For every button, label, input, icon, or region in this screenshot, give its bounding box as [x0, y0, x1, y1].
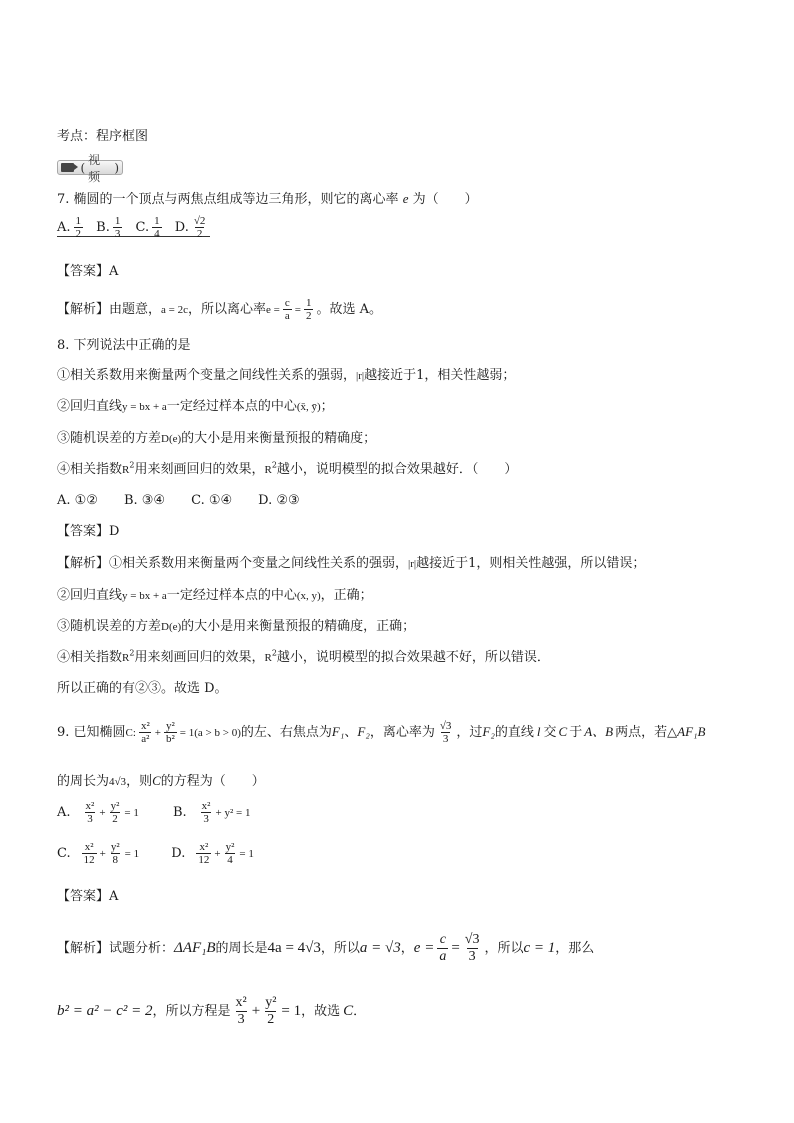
q7-option-d: D. $\frac{√2}{2}$: [174, 215, 206, 240]
q9-option-d: D. $\frac{\text{x²}}{12}$ + $\frac{\text{y²}}{4}$ = 1: [171, 841, 254, 866]
q8-analysis-2: ②回归直线y = bx + a一定经过样本点的中心(x, y)，正确；: [57, 588, 373, 603]
q7-option-c: C. $\frac{1}{4}$: [135, 215, 160, 240]
q7-options: [57, 215, 210, 240]
video-label: 视频: [88, 152, 101, 184]
q8-statement-2: ②回归直线y = bx + a一定经过样本点的中心(x̄, ȳ)；: [57, 399, 334, 414]
q8-options: A. ①② B. ③④ C. ①④ D. ②③: [57, 493, 300, 508]
q9-answer: 【答案】A: [57, 889, 119, 904]
video-button[interactable]: ( 视频 ): [57, 160, 123, 175]
q8-analysis-4: ④相关指数$R^2$用来刻画回归的效果，$R^2$越小，说明模型的拟合效果越不好，所以错误．: [57, 648, 550, 665]
q8-statement-4: ④相关指数$R^2$用来刻画回归的效果，$R^2$越小，说明模型的拟合效果越好．（ ）: [57, 460, 518, 477]
q7-option-a: A. $\frac{1}{2}$: [57, 215, 82, 240]
q9-options-row2: [57, 841, 254, 866]
q9-option-c: C. $\frac{\text{x²}}{12}$ + $\frac{\text{y²}}{8}$ = 1: [57, 841, 140, 866]
q8-conclusion: 所以正确的有②③。故选 D。: [57, 681, 228, 696]
q9-stem-line2: 的周长为4√3，则C的方程为（ ）: [57, 773, 265, 789]
q8-statement-1: ①相关系数用来衡量两个变量之间线性关系的强弱，|r|越接近于1，相关性越弱；: [57, 368, 516, 383]
q9-options-row1: [57, 800, 250, 825]
q8-stem: 8. 下列说法中正确的是: [57, 338, 191, 353]
q9-stem-line1: 9. 已知椭圆C: $\frac{\text{x²}}{\text{a²}}$ + $\frac{\text{y²}}{\text{b²}}$ = 1(a > b > 0)的左、右焦点为F₁、F₂，离心率为 $\frac{√3}{3}$ ，过F₂的直线 l 交 C 于 A、B 两点，若△AF₁B: [57, 720, 706, 745]
q9-analysis-1: 【解析】试题分析：ΔAF₁B的周长是4a = 4√3，所以a = √3，e = $\frac{c}{a}$ = $\frac{√3}{3}$ ，所以c = 1，那么: [57, 932, 595, 964]
q8-statement-3: ③随机误差的方差D(e)的大小是用来衡量预报的精确度；: [57, 431, 377, 446]
q8-analysis-1: 【解析】①相关系数用来衡量两个变量之间线性关系的强弱，|r|越接近于1，则相关性越强，所以错误；: [57, 556, 646, 571]
q9-option-b: B. $\frac{\text{x²}}{3}$ + y² = 1: [172, 800, 251, 825]
q7-option-b: B. $\frac{1}{3}$: [96, 215, 121, 240]
q7-answer: 【答案】A: [57, 264, 119, 279]
q7-stem: 7. 椭圆的一个顶点与两焦点组成等边三角形，则它的离心率 e 为（ ）: [57, 191, 478, 207]
q8-analysis-3: ③随机误差的方差D(e)的大小是用来衡量预报的精确度，正确；: [57, 619, 416, 634]
q9-option-a: A. $\frac{\text{x²}}{3}$ + $\frac{\text{y²}}{2}$ = 1: [57, 800, 139, 825]
kaodian-line: 考点：程序框图: [57, 129, 149, 144]
q7-analysis: 【解析】由题意，a = 2c，所以离心率e = $\frac{c}{a}$ = $\frac{1}{2}$ 。故选 A。: [57, 297, 382, 322]
q8-answer: 【答案】D: [57, 524, 120, 539]
q9-analysis-2: b² = a² − c² = 2，所以方程是 $\frac{\text{x²}}{3}$ + $\frac{\text{y²}}{2}$ = 1，故选 C．: [57, 995, 367, 1027]
video-camera-icon: [61, 163, 74, 172]
